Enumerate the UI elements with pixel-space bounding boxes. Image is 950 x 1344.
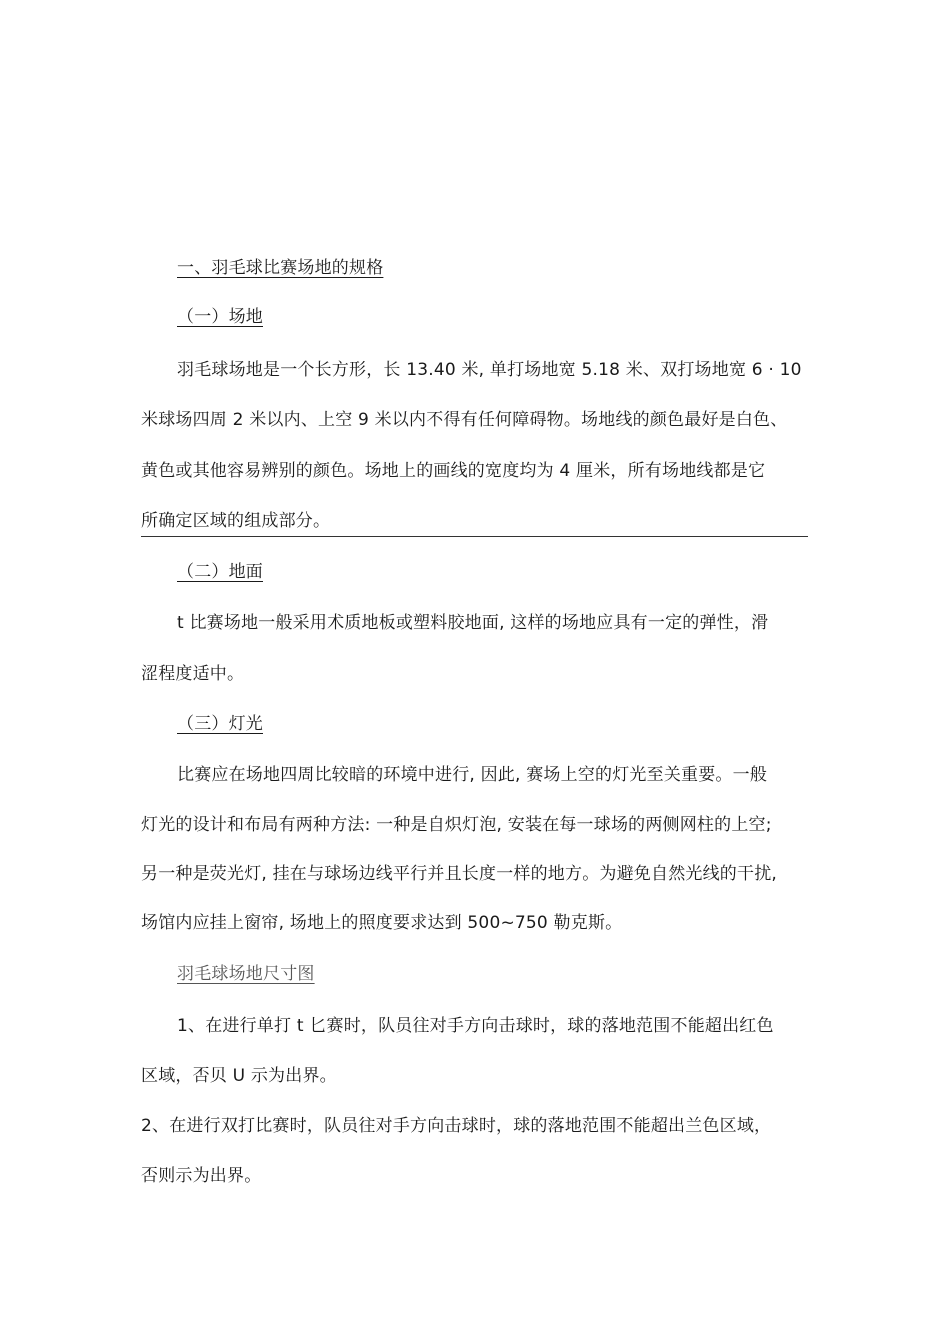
floor-paragraph-line-2: 涩程度适中。 bbox=[141, 664, 245, 684]
doubles-rule-line-1: 2、在进行双打比赛时，队员往对手方向击球时，球的落地范围不能超出兰色区域， bbox=[141, 1116, 772, 1136]
singles-rule-line-1: 1、在进行单打 t 匕赛时，队员往对手方向击球时，球的落地范围不能超出红色 bbox=[177, 1016, 774, 1036]
lighting-paragraph-line-3: 另一种是荧光灯, 挂在与球场边线平行并且长度一样的地方。为避免自然光线的干扰, bbox=[141, 864, 778, 884]
singles-rule-line-2: 区域，否贝 U 示为出界。 bbox=[141, 1066, 337, 1086]
venue-paragraph-line-3: 黄色或其他容易辨别的颜色。场地上的画线的宽度均为 4 厘米，所有场地线都是它 bbox=[141, 461, 766, 481]
figure-caption: 羽毛球场地尺寸图 bbox=[177, 964, 315, 984]
floor-paragraph-line-1: t 比赛场地一般采用术质地板或塑料胶地面, 这样的场地应具有一定的弹性，滑 bbox=[177, 613, 769, 633]
lighting-paragraph-line-1: 比赛应在场地四周比较暗的环境中进行, 因此, 赛场上空的灯光至关重要。一般 bbox=[177, 765, 768, 785]
horizontal-divider bbox=[141, 536, 808, 537]
subsection-heading-floor: （二）地面 bbox=[177, 562, 263, 582]
venue-paragraph-line-4: 所确定区域的组成部分。 bbox=[141, 511, 331, 531]
doubles-rule-line-2: 否则示为出界。 bbox=[141, 1166, 262, 1186]
venue-paragraph-line-2: 米球场四周 2 米以内、上空 9 米以内不得有任何障碍物。场地线的颜色最好是白色、 bbox=[141, 410, 788, 430]
subsection-heading-venue: （一）场地 bbox=[177, 307, 263, 327]
subsection-heading-lighting: （三）灯光 bbox=[177, 714, 263, 734]
section-title: 一、羽毛球比赛场地的规格 bbox=[177, 258, 384, 278]
venue-paragraph-line-1: 羽毛球场地是一个长方形，长 13.40 米, 单打场地宽 5.18 米、双打场地宽 6 · 10 bbox=[177, 360, 802, 380]
lighting-paragraph-line-2: 灯光的设计和布局有两种方法: 一种是自炽灯泡, 安装在每一球场的两侧网柱的上空; bbox=[141, 815, 772, 835]
lighting-paragraph-line-4: 场馆内应挂上窗帘, 场地上的照度要求达到 500~750 勒克斯。 bbox=[141, 913, 623, 933]
